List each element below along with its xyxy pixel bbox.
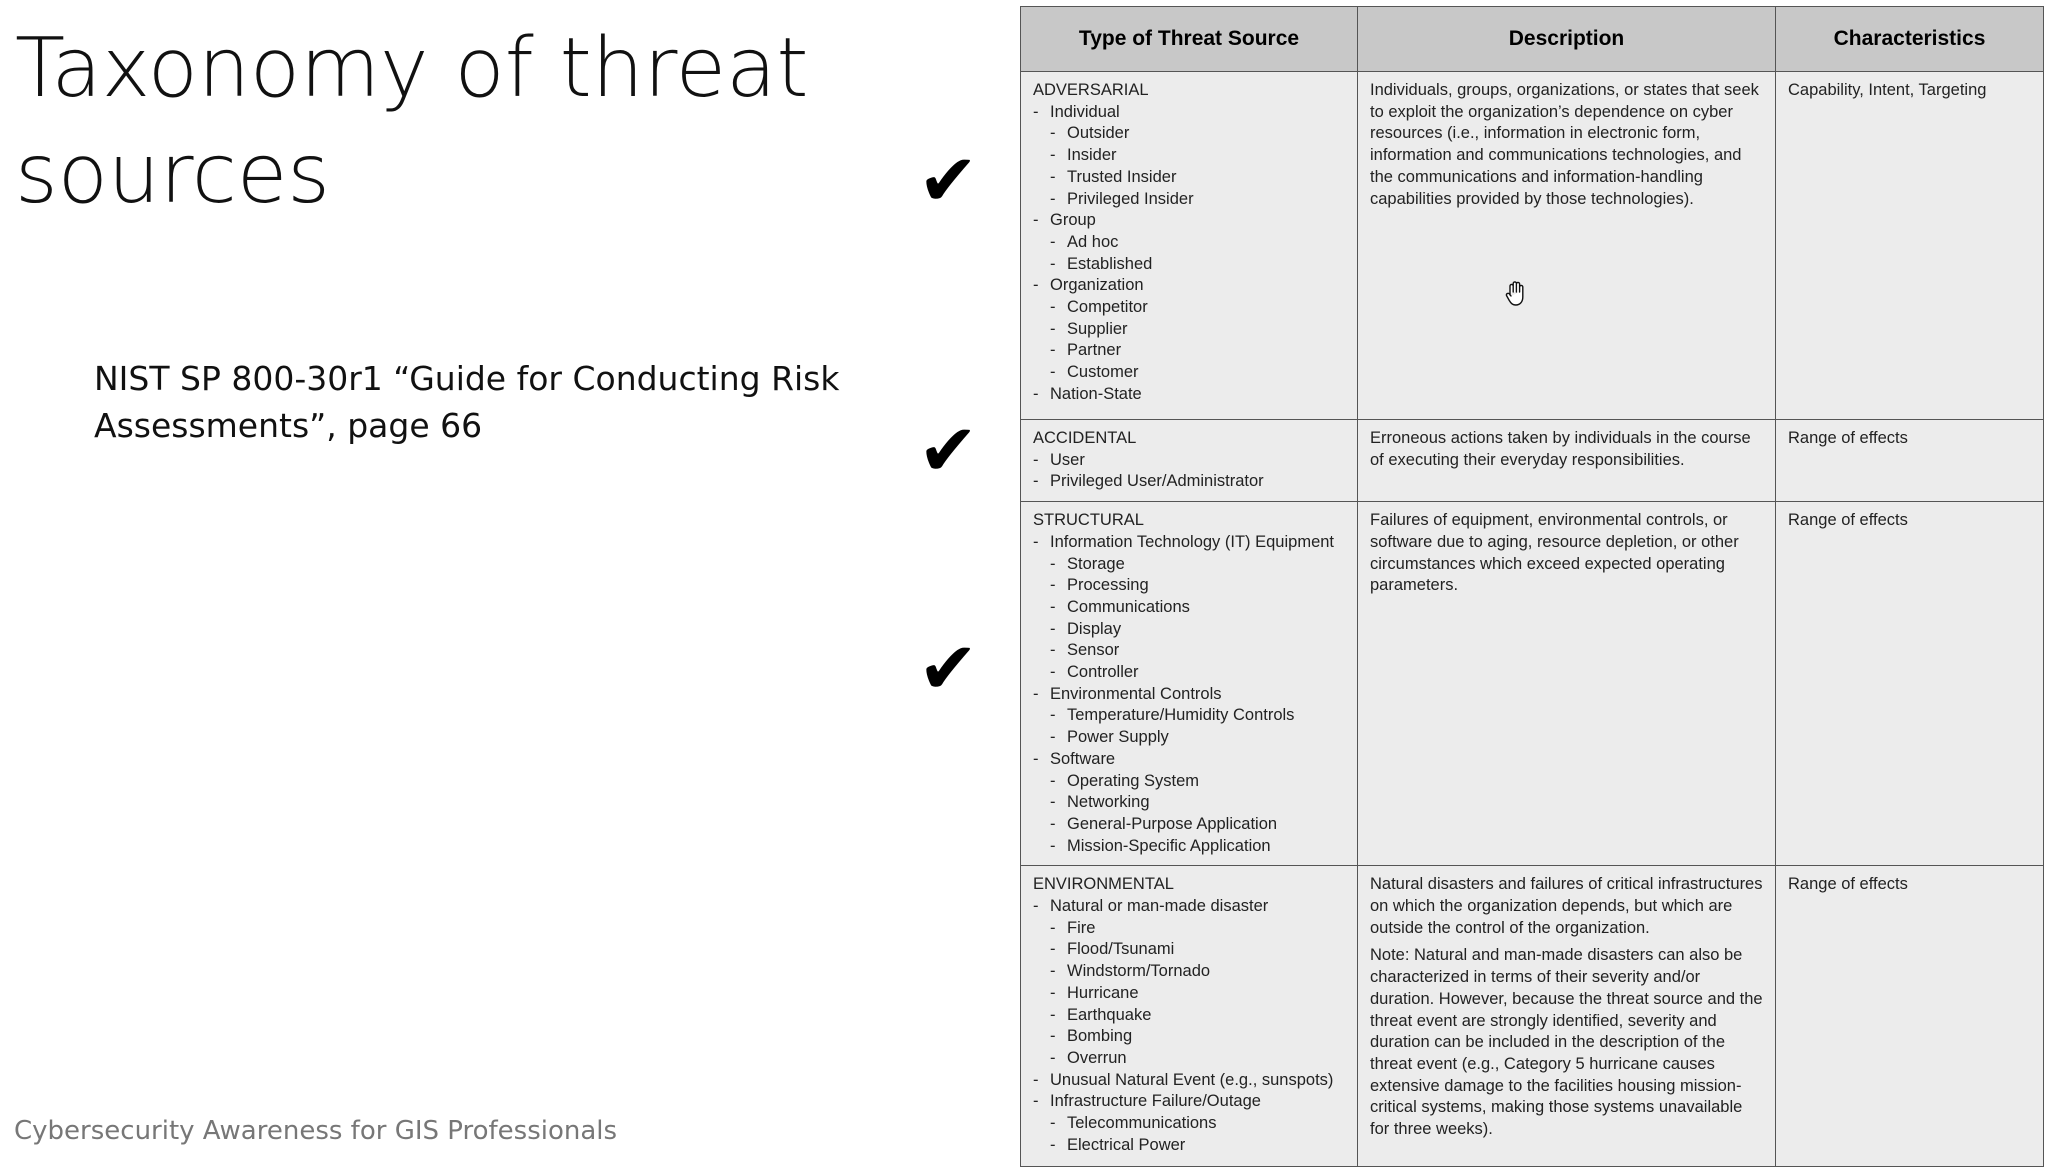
- header-characteristics: Characteristics: [1776, 7, 2044, 72]
- source-cell: [1021, 502, 1358, 866]
- description-text: Natural disasters and failures of critical infrastructures on which the organization depends, but which are outside the control of the organization.: [1370, 875, 1763, 937]
- category-label: ADVERSARIAL: [1033, 81, 1149, 99]
- list-item: - Controller: [1033, 662, 1347, 684]
- list-item: - Privileged Insider: [1033, 189, 1347, 211]
- list-item: - Power Supply: [1033, 727, 1347, 749]
- characteristics-cell: Range of effects: [1776, 502, 2044, 866]
- list-item: - Sensor: [1033, 640, 1347, 662]
- header-description: Description: [1358, 7, 1776, 72]
- threat-source-table: [1020, 6, 2044, 1167]
- footer-text: Cybersecurity Awareness for GIS Professionals: [14, 1116, 618, 1146]
- list-item: - Partner: [1033, 340, 1347, 362]
- list-item: - Display: [1033, 619, 1347, 641]
- list-item: - Natural or man-made disaster: [1033, 896, 1347, 918]
- list-item: - Storage: [1033, 554, 1347, 576]
- list-item: - Group: [1033, 210, 1347, 232]
- list-item: - Flood/Tsunami: [1033, 939, 1347, 961]
- list-item: - Processing: [1033, 575, 1347, 597]
- description-cell: [1358, 72, 1776, 420]
- list-item: - Bombing: [1033, 1026, 1347, 1048]
- citation-text: NIST SP 800-30r1 “Guide for Conducting Risk Assessments”, page 66: [94, 359, 840, 445]
- list-item: - Windstorm/Tornado: [1033, 961, 1347, 983]
- list-item: - Insider: [1033, 145, 1347, 167]
- list-item: - Overrun: [1033, 1048, 1347, 1070]
- category-label: ENVIRONMENTAL: [1033, 875, 1174, 894]
- list-item: - Organization: [1033, 275, 1347, 297]
- table-row: [1021, 72, 2044, 420]
- table-row: [1021, 502, 2044, 866]
- description-cell: [1358, 866, 1776, 1167]
- list-item: - Nation-State: [1033, 384, 1347, 406]
- list-item: - Customer: [1033, 362, 1347, 384]
- hand-cursor-icon: [1501, 277, 1533, 309]
- list-item: - Individual: [1033, 102, 1347, 124]
- characteristics-cell: Range of effects: [1776, 420, 2044, 502]
- source-cell: [1021, 72, 1358, 420]
- list-item: - Software: [1033, 749, 1347, 771]
- header-type: Type of Threat Source: [1021, 7, 1358, 72]
- list-item: - Trusted Insider: [1033, 167, 1347, 189]
- list-item: - Operating System: [1033, 771, 1347, 793]
- list-item: - Earthquake: [1033, 1005, 1347, 1027]
- list-item: - Communications: [1033, 597, 1347, 619]
- table-row: [1021, 420, 2044, 502]
- list-item: - Hurricane: [1033, 983, 1347, 1005]
- check-icon: ✔: [918, 408, 979, 492]
- category-label: STRUCTURAL: [1033, 511, 1144, 530]
- list-item: - Temperature/Humidity Controls: [1033, 705, 1347, 727]
- category-label: ACCIDENTAL: [1033, 429, 1137, 447]
- description-text: Erroneous actions taken by individuals in the course of executing their everyday responsibilities.: [1370, 429, 1751, 469]
- list-item: - Electrical Power: [1033, 1135, 1347, 1157]
- characteristics-cell: Capability, Intent, Targeting: [1776, 72, 2044, 420]
- check-icon: ✔: [918, 626, 979, 710]
- slide-title: Taxonomy of threat sources: [15, 21, 809, 222]
- source-cell: [1021, 420, 1358, 502]
- description-text: Individuals, groups, organizations, or states that seek to exploit the organization’s dependence on cyber resources (i.e., information in electronic form, information and communications technologies, and the communications and information-handling capabilities provided by those technologies).: [1370, 81, 1759, 208]
- list-item: - Competitor: [1033, 297, 1347, 319]
- list-item: - Fire: [1033, 918, 1347, 940]
- description-note: Note: Natural and man-made disasters can also be characterized in terms of their severity and/or duration. However, because the threat source and the threat event are strongly identified, severity and duration can be included in the description of the threat event (e.g., Category 5 hurricane causes extensive damage to the facilities housing mission-critical systems, making those systems unavailable for three weeks).: [1370, 946, 1763, 1139]
- table-header-row: [1021, 7, 2044, 72]
- list-item: - Unusual Natural Event (e.g., sunspots): [1033, 1070, 1347, 1092]
- list-item: - Supplier: [1033, 319, 1347, 341]
- list-item: - Outsider: [1033, 123, 1347, 145]
- list-item: - Established: [1033, 254, 1347, 276]
- description-cell: [1358, 420, 1776, 502]
- list-item: - Environmental Controls: [1033, 684, 1347, 706]
- description-text: Failures of equipment, environmental controls, or software due to aging, resource depletion, or other circumstances which exceed expected operating parameters.: [1370, 511, 1739, 595]
- list-item: - Mission-Specific Application: [1033, 836, 1347, 858]
- characteristics-cell: Range of effects: [1776, 866, 2044, 1167]
- list-item: - Telecommunications: [1033, 1113, 1347, 1135]
- list-item: - Information Technology (IT) Equipment: [1033, 532, 1347, 554]
- description-cell: [1358, 502, 1776, 866]
- check-icon: ✔: [918, 138, 979, 222]
- list-item: - Networking: [1033, 792, 1347, 814]
- list-item: - Ad hoc: [1033, 232, 1347, 254]
- source-cell: [1021, 866, 1358, 1167]
- list-item: - Privileged User/Administrator: [1033, 471, 1347, 493]
- list-item: - General-Purpose Application: [1033, 814, 1347, 836]
- list-item: - Infrastructure Failure/Outage: [1033, 1091, 1347, 1113]
- table-row: [1021, 866, 2044, 1167]
- list-item: - User: [1033, 450, 1347, 472]
